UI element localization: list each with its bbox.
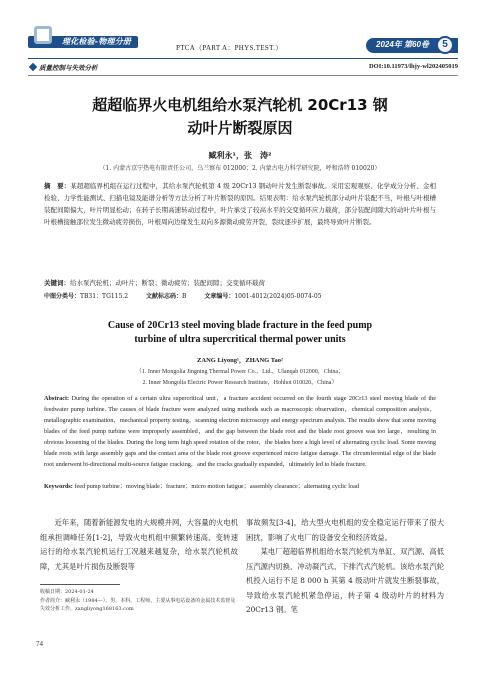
cn-abstract-label: 摘 要： bbox=[44, 182, 71, 190]
footnote-rule bbox=[40, 584, 120, 585]
section-label-text: 质量控制与失效分析 bbox=[39, 64, 98, 72]
en-keywords-label: Keywords: bbox=[44, 483, 73, 490]
cn-meta bbox=[44, 291, 337, 300]
body-column-left bbox=[40, 516, 238, 574]
volume-text: 2024年 第60卷 bbox=[376, 40, 429, 49]
doc-code-label: 文献标志码： bbox=[145, 293, 182, 300]
section-rule bbox=[28, 75, 458, 76]
body-paragraph: 某电厂超超临界机组给水泵汽轮机为单缸、双汽源、高低压汽源内切换、冲动凝汽式、下排汽式汽轮机。该给水泵汽轮机投入运行不足 8 000 h 其第 4 级动叶片就发生断裂事故，导致给水泵汽轮机紧急停运，转子第 4 级动叶片的材料为 20Cr13 钢。笔 bbox=[246, 547, 444, 614]
cn-title-line1: 超超临界火电机组给水泵汽轮机 20Cr13 钢 bbox=[92, 96, 388, 114]
en-title-line2: turbine of ultra supercritical thermal power units bbox=[134, 334, 346, 345]
cn-keywords-text: 给水泵汽轮机；动叶片；断裂；微动疲劳；装配间隙；交变循环载荷 bbox=[70, 279, 265, 287]
doc-code-value: B bbox=[181, 293, 187, 300]
doi: DOI:10.11973/lhjy-wl202405019 bbox=[368, 63, 458, 70]
en-abstract-text: During the operation of a certain ultra supercritical unit，a fracture accident occurred on the fourth stage 20Cr13 steel moving blade of the feedwater pump turbine. The causes of blade fracture were analyzed using methods such as macroscopic observation，chemical composition analysis，metallographic examination，mechanical property testing，scanning electron microscopy and energy spectrum analysis. The results show that some moving blades of the feed pump turbine were improperly assembled，and the gap between the blade root and the blade root groove was too large，resulting in obvious loosening of the blades. During the long term high speed rotation of the rotor，the blades bore a high level of alternating cyclic load. Some moving blade roots with large assembly gaps and the contact area of the blade root groove experienced micro fatigue damage. The circumferential edge of the blade root underwent bi-directional multi-source fatigue cracking，and the cracks gradually expanded，ultimately led to blade fracture. bbox=[44, 395, 437, 468]
header-rule bbox=[28, 58, 458, 59]
diamond-icon bbox=[29, 63, 37, 71]
clc-value: TB31；TG115.2 bbox=[80, 293, 129, 300]
en-title-line1: Cause of 20Cr13 steel moving blade fracture in the feed pump bbox=[107, 320, 373, 331]
logo-plug-icon bbox=[34, 26, 52, 44]
en-abstract-label: Abstract: bbox=[44, 395, 70, 402]
footnote-received: 收稿日期：2024-01-24 bbox=[40, 589, 94, 595]
body-paragraph: 近年来，随着新能源发电的大规模并网，大容量的火电机组承担调峰任务[1-2]，导致火电机组中频繁转速高、变转速运行的给水泵汽轮机运行工况越来越复杂，给水泵汽轮机故障，尤其是叶片损伤及断裂等 bbox=[40, 518, 238, 571]
clc-label: 中图分类号： bbox=[44, 293, 81, 300]
cn-keywords bbox=[44, 278, 436, 288]
issue-number: 5 bbox=[436, 36, 454, 54]
cn-authors: 臧利永¹，张 涛² bbox=[208, 151, 272, 160]
cn-title-line2: 动叶片断裂原因 bbox=[187, 119, 293, 137]
section-label bbox=[30, 63, 98, 72]
en-keywords-text: feed pump turbine；moving blade；fracture；micro motion fatigue；assembly clearance；alternating cyclic load bbox=[74, 483, 359, 490]
body-paragraph: 事故频发[3-4]，给大型火电机组的安全稳定运行带来了很大困扰，影响了火电厂的设备安全和经济效益。 bbox=[246, 518, 444, 542]
en-abstract bbox=[44, 393, 436, 470]
article-no-value: 1001-4012(2024)05-0074-05 bbox=[234, 293, 322, 300]
body-column-right bbox=[246, 516, 444, 618]
cn-abstract-text: 某超超临界机组在运行过程中，其给水泵汽轮机第 4 级 20Cr13 钢动叶片发生断裂事故。采用宏观观察、化学成分分析、金相检验、力学性能测试、扫描电镜及能谱分析等方法分析了叶片断裂的原因。结果表明：给水泵汽轮机部分动叶片装配不当，叶根与叶根槽装配间隙偏大，叶片明显松动；在转子长期高速转动过程中，叶片承受了较高水平的交变循环应力载荷，部分装配间隙大的动叶片叶根与叶根槽接触部位发生微动疲劳损伤，叶根周向边缘发生双向多源微动疲劳开裂，裂纹逐步扩展，最终导致叶片断裂。 bbox=[44, 182, 436, 226]
journal-logo bbox=[28, 26, 148, 50]
en-affiliation-2: 2. Inner Mongolia Electric Power Research Institute，Hohhot 010020，China） bbox=[142, 380, 338, 386]
footnote-author-info: 作者简介：臧利永（1984—），男，本科，工程师，主要从事电站设备的金属技术监督及失效分析工作，zangliyong168163.com bbox=[40, 598, 236, 612]
cn-keywords-label: 关键词： bbox=[44, 279, 70, 287]
article-no-label: 文章编号： bbox=[204, 293, 235, 300]
en-authors: ZANG Liyong¹，ZHANG Tao² bbox=[197, 357, 283, 364]
page-number: 74 bbox=[36, 640, 43, 648]
cn-abstract bbox=[44, 180, 436, 228]
journal-name: PTCA（PART A：PHYS.TEST.） bbox=[176, 44, 283, 52]
cn-affiliation: （1. 内蒙古京宁热电有限责任公司，乌兰察布 012000；2. 内蒙古电力科学研究院，呼和浩特 010020） bbox=[99, 165, 381, 172]
en-keywords bbox=[44, 481, 436, 492]
logo-text: 理化检验-物理分册 bbox=[62, 37, 132, 46]
en-affiliation-1: （1. Inner Mongolia Jingning Thermal Power Co.，Ltd.，Ulanqab 012000，China； bbox=[135, 369, 345, 375]
